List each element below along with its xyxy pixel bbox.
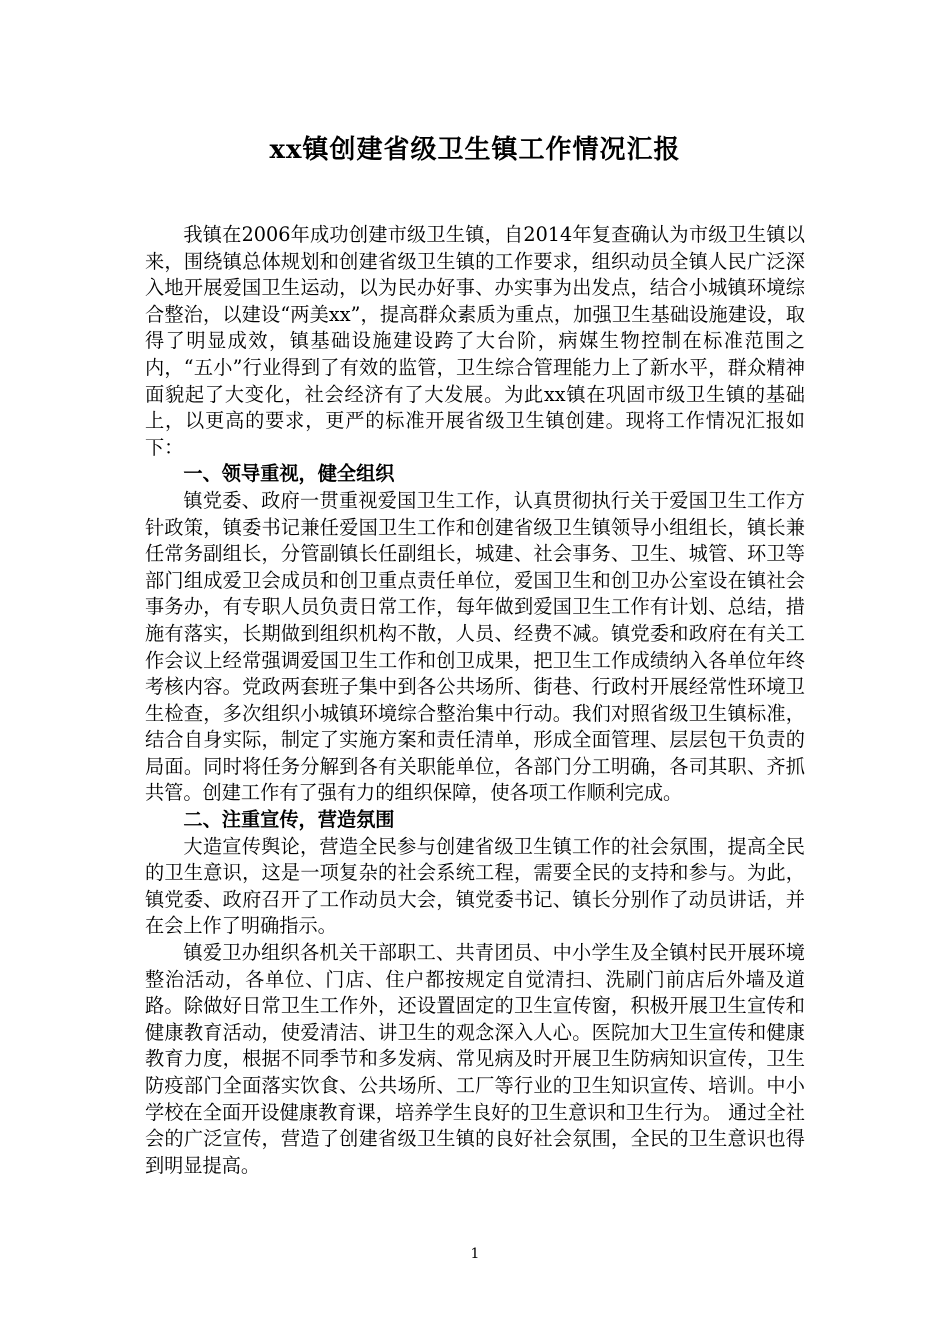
page-number: 1: [470, 1246, 480, 1262]
document-body: [145, 222, 805, 1179]
section-1-paragraph: 镇党委、政府一贯重视爱国卫生工作，认真贯彻执行关于爱国卫生工作方针政策，镇委书记兼任爱国卫生工作和创建省级卫生镇领导小组组长，镇长兼任常务副组长，分管副镇长任副组长，城建、社会事务、卫生、城管、环卫等部门组成爱卫会成员和创卫重点责任单位，爱国卫生和创卫办公室设在镇社会事务办，有专职人员负责日常工作，每年做到爱国卫生工作有计划、总结，措施有落实，长期做到组织机构不散，人员、经费不减。镇党委和政府在有关工作会议上经常强调爱国卫生工作和创卫成果，把卫生工作成绩纳入各单位年终考核内容。党政两套班子集中到各公共场所、街巷、行政村开展经常性环境卫生检查，多次组织小城镇环境综合整治集中行动。我们对照省级卫生镇标准，结合自身实际，制定了实施方案和责任清单，形成全面管理、层层包干负责的局面。同时将任务分解到各有关职能单位，各部门分工明确，各司其职、齐抓共管。创建工作有了强有力的组织保障，使各项工作顺利完成。: [145, 488, 805, 805]
section-1-heading: 一、领导重视，健全组织: [183, 462, 395, 486]
section-2-paragraph-2: 镇爱卫办组织各机关干部职工、共青团员、中小学生及全镇村民开展环境整治活动，各单位、门店、住户都按规定自觉清扫、洗刷门前店后外墙及道路。除做好日常卫生工作外，还设置固定的卫生宣传窗，积极开展卫生宣传和健康教育活动，使爱清洁、讲卫生的观念深入人心。医院加大卫生宣传和健康教育力度，根据不同季节和多发病、常见病及时开展卫生防病知识宣传，卫生防疫部门全面落实饮食、公共场所、工厂等行业的卫生知识宣传、培训。中小学校在全面开设健康教育课，培养学生良好的卫生意识和卫生行为。 通过全社会的广泛宣传，营造了创建省级卫生镇的良好社会氛围，全民的卫生意识也得到明显提高。: [145, 941, 805, 1177]
document-title: xx镇创建省级卫生镇工作情况汇报: [269, 135, 681, 165]
section-2-heading: 二、注重宣传，营造氛围: [183, 808, 395, 832]
section-2-paragraph-1: 大造宣传舆论，营造全民参与创建省级卫生镇工作的社会氛围，提高全民的卫生意识，这是一项复杂的社会系统工程，需要全民的支持和参与。为此，镇党委、政府召开了工作动员大会，镇党委书记、镇长分别作了动员讲话，并在会上作了明确指示。: [145, 834, 805, 938]
intro-paragraph: 我镇在2006年成功创建市级卫生镇，自2014年复查确认为市级卫生镇以来，围绕镇总体规划和创建省级卫生镇的工作要求，组织动员全镇人民广泛深入地开展爱国卫生运动，以为民办好事、办实事为出发点，结合小城镇环境综合整治，以建设“两美xx”，提高群众素质为重点，加强卫生基础设施建设，取得了明显成效，镇基础设施建设跨了大台阶，病媒生物控制在标准范围之内，“五小”行业得到了有效的监管，卫生综合管理能力上了新水平，群众精神面貌起了大变化，社会经济有了大发展。为此xx镇在巩固市级卫生镇的基础上，以更高的要求，更严的标准开展省级卫生镇创建。现将工作情况汇报如下：: [145, 223, 805, 459]
